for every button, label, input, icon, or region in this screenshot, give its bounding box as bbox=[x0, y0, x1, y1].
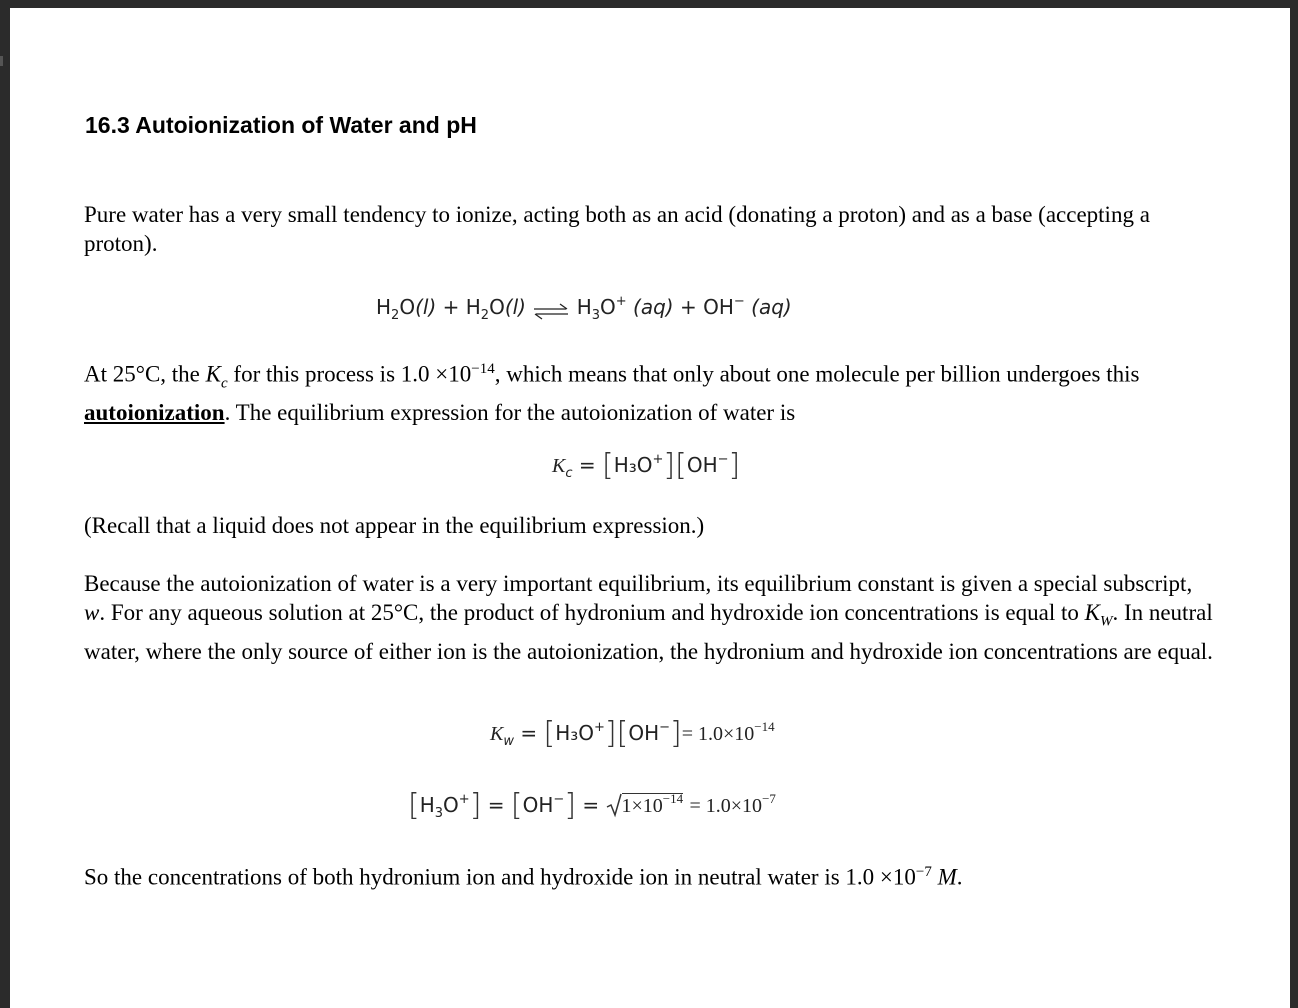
charge: − bbox=[659, 720, 671, 735]
kw-symbol: K bbox=[490, 723, 504, 745]
kw-exponent: −14 bbox=[754, 719, 775, 734]
text-run: for this process is 1.0 ×10 bbox=[227, 361, 472, 387]
hydronium-formula: H₃O bbox=[613, 453, 653, 477]
bracket-glyph: ] bbox=[728, 448, 741, 483]
reaction-plus: + bbox=[679, 295, 697, 319]
reaction-sub: 2 bbox=[480, 308, 490, 323]
text-run: −14 bbox=[471, 361, 495, 377]
text-run: Because the autoionization of water is a very important equilibrium, its equilibrium constant is given a special subscript, bbox=[84, 571, 1193, 596]
hydroxide-formula: OH bbox=[628, 721, 660, 745]
text-run: W bbox=[1099, 613, 1113, 630]
reaction-charge: + bbox=[615, 294, 627, 309]
conc-o: O bbox=[443, 793, 459, 817]
charge: + bbox=[652, 452, 664, 467]
reaction-sub: 2 bbox=[391, 308, 400, 323]
bracket-glyph: ][ bbox=[663, 448, 687, 483]
kw-expression bbox=[490, 716, 775, 751]
left-edge-mark bbox=[0, 56, 3, 66]
conc-sub: 3 bbox=[434, 806, 444, 821]
reaction-o: O bbox=[600, 295, 616, 319]
bracket-glyph: ] bbox=[670, 716, 682, 751]
text-run: So the concentrations of both hydronium ion and hydroxide ion in neutral water is 1.0 ×10 bbox=[84, 864, 916, 890]
bracket-glyph: [ bbox=[601, 448, 614, 483]
radicand-exponent: −14 bbox=[662, 791, 684, 806]
charge: + bbox=[458, 792, 470, 807]
text-run: At 25°C, the bbox=[84, 361, 206, 387]
conc-exponent: −7 bbox=[762, 791, 776, 806]
reaction-state: (l) bbox=[504, 295, 526, 319]
section-heading: 16.3 Autoionization of Water and pH bbox=[85, 112, 477, 138]
equals-sign: = bbox=[582, 793, 600, 817]
reaction-h: H bbox=[376, 295, 392, 319]
reaction-oh: OH bbox=[703, 295, 734, 319]
kw-value: = 1.0×10 bbox=[681, 723, 755, 745]
text-run: , which means that only about one molecule per billion undergoes this bbox=[494, 361, 1140, 387]
bracket-glyph: [ bbox=[543, 716, 556, 751]
equilibrium-arrow-icon bbox=[532, 302, 570, 320]
hydroxide-formula: OH bbox=[686, 453, 718, 477]
text-run: . For any aqueous solution at 25°C, the product of hydronium and hydroxide ion concentrations is equal to bbox=[99, 600, 1085, 625]
conclusion-paragraph bbox=[84, 858, 1214, 892]
autoionization-reaction bbox=[376, 294, 792, 323]
equals-sign: = bbox=[487, 793, 505, 817]
radicand-base: 1×10 bbox=[621, 795, 663, 817]
equals-sign: = bbox=[520, 721, 538, 745]
text-run: . The equilibrium expression for the autoionization of water is bbox=[224, 400, 796, 426]
bracket-glyph: ][ bbox=[604, 716, 629, 751]
kc-paragraph bbox=[84, 355, 1214, 427]
conc-h: H bbox=[419, 793, 435, 817]
hydronium-formula: H₃O bbox=[555, 721, 594, 745]
recall-paragraph: (Recall that a liquid does not appear in the equilibrium expression.) bbox=[84, 513, 705, 538]
kw-subscript: w bbox=[503, 734, 514, 749]
text-run: K bbox=[205, 361, 221, 387]
text-run: . bbox=[956, 864, 963, 890]
document-page bbox=[10, 8, 1290, 1008]
charge: − bbox=[717, 452, 729, 467]
text-run: w bbox=[84, 600, 100, 625]
radicand bbox=[622, 793, 684, 817]
bracket-glyph: [ bbox=[408, 788, 420, 823]
square-root-icon bbox=[606, 792, 622, 818]
kc-symbol: K bbox=[552, 455, 566, 477]
reaction-o: O bbox=[399, 295, 416, 319]
text-run: c bbox=[220, 375, 228, 392]
kc-subscript: c bbox=[565, 466, 573, 481]
equals-sign: = bbox=[578, 453, 596, 477]
reaction-plus: + bbox=[442, 295, 460, 319]
kw-paragraph bbox=[84, 569, 1214, 666]
bracket-glyph: ] bbox=[469, 788, 482, 823]
text-run: . In neutral water, where the only source of either ion is the autoionization, the hydronium and hydroxide ion concentrations are equal. bbox=[84, 600, 1213, 664]
text-run: K bbox=[1084, 600, 1100, 625]
text-run: −7 bbox=[915, 864, 932, 880]
text-run: M bbox=[937, 864, 957, 890]
charge: − bbox=[553, 792, 565, 807]
concentration-expression bbox=[408, 788, 776, 823]
charge: + bbox=[594, 720, 605, 735]
autoionization-term-link[interactable]: autoionization bbox=[84, 400, 225, 426]
reaction-state: (l) bbox=[415, 295, 437, 319]
reaction-h: H bbox=[576, 295, 592, 319]
kc-expression bbox=[552, 448, 740, 483]
reaction-h: H bbox=[465, 295, 481, 319]
hydroxide-formula: OH bbox=[522, 793, 554, 817]
reaction-o: O bbox=[489, 295, 505, 319]
reaction-state: (aq) bbox=[633, 295, 674, 319]
reaction-state: (aq) bbox=[751, 295, 792, 319]
conc-result: = 1.0×10 bbox=[689, 795, 763, 817]
reaction-charge: − bbox=[733, 294, 745, 309]
intro-paragraph: Pure water has a very small tendency to ionize, acting both as an acid (donating a proton) and as a base (accepting a proton). bbox=[84, 202, 1150, 256]
reaction-sub: 3 bbox=[591, 308, 601, 323]
bracket-glyph: ] bbox=[564, 788, 577, 823]
bracket-glyph: [ bbox=[510, 788, 523, 823]
